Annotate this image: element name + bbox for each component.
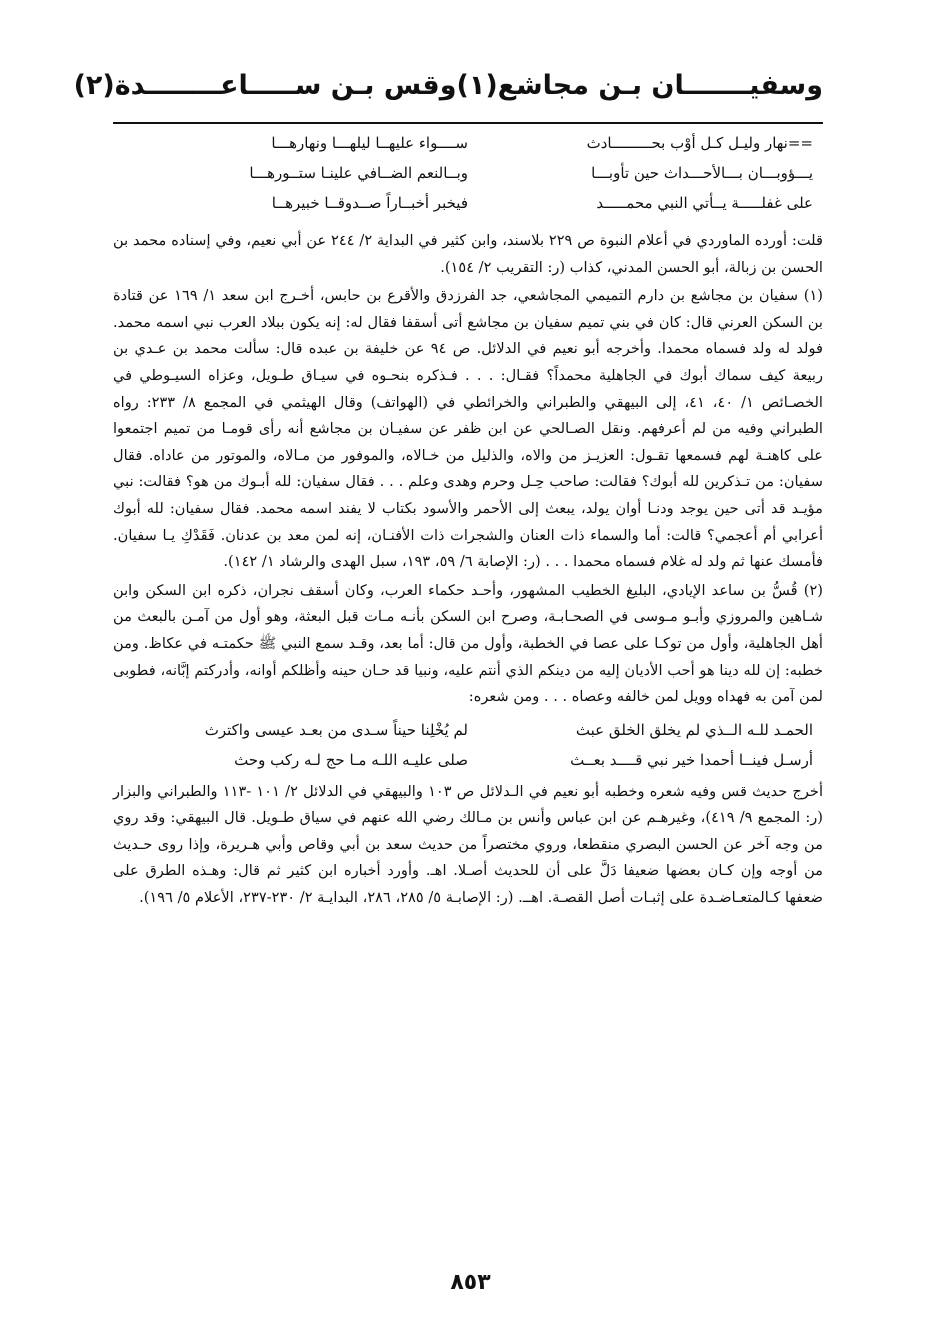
verse-hemistich-right: على غفلـــــة يــأتي النبي محمـــــد [596, 194, 813, 212]
footnote-1-sufyan: (١) سفيان بن مجاشع بن دارم التميمي المجاشعي، جد الفرزدق والأقرع بن حابس، أخـرج ابن سعد ١/ ١٦٩ عن قتادة بن السكن العرني قال: كان في بني تميم سفيان بن مجاشع أتى أسقفا فقال له: إنه يكون ببلاد العرب نبي اسمه محمد. فولد له ولد فسماه محمدا. وأخرجه أبو نعيم في الدلائل. ص ٩٤ عن خليفة بن عبده قال: سألت محمد بن عـدي بن ربيعة كيف سماك أبوك في الجاهلية محمداً؟ فقـال: . . . فـذكره بنحـوه في سيـاق طـويل، وعزاه السيـوطي في الخصـائص ١/ ٤٠، ٤١، إلى البيهقي والطبراني والخرائطي في (الهواتف) وقال الهيثمي في المجمع ٨/ ٢٣٣: رواه الطبراني وفيه من لم أعرفهم. ونقل الصـالحي عن ابن ظفر عن سفيـان بن مجاشع أنه رأى قومـا من تميم اجتمعوا على كاهنـة لهم فسمعها تقـول: العزيـز من والاه، والذليل من خـالاه، والموفور من مـالاه، والموتور من عاداه. فقال سفيان: من تـذكرين لله أبوك؟ فقالت: صاحب حِـل وحرم وهدى وعلم . . . فقال سفيان: لله أبـوك من هو؟ فقالت: نبي مؤيـد قد أتى حين يوجد ودنـا أوان يولد، يبعث إلى الأحمر والأسود بكتاب لا يفند اسمه محمد. فقال سفيان: لله أبوك أعرابي أم أعجمي؟ قالت: أما والسماء ذات العنان والشجرات ذات الأفنـان، إنه لمن معد بن عدنان. فَقَدْكِ يـا سفيان. فأمسك عنها ثم ولد له غلام فسماه محمدا . . . (ر: الإصابة ٦/ ٥٩، ١٩٣، سبل الهدى والرشاد ١/ ١٤٢). [113, 287, 823, 571]
verse-block-quss [113, 715, 823, 775]
verse-hemistich-left: فيخبر أخبــاراً صــدوقــا خبيرهــا [271, 194, 468, 212]
verse-hemistich-right: الحمـد للـه الــذي لم يخلق الخلق عبث [575, 720, 813, 739]
running-header: وسفيـــــــان بـن مجاشع(١)وقس بـن ســـــاعــــــــدة(٢) [73, 70, 823, 101]
verse-hemistich-right: ==نهار وليـل كـل أوْب بحـــــــــادث [586, 134, 813, 152]
page-number: ٨٥٣ [450, 1270, 491, 1295]
verse-hemistich-left: لم يُخْلِنا حيناً سـدى من بعـد عيسى واكترث [204, 720, 468, 739]
verse-row [113, 158, 823, 188]
verse-row [113, 745, 823, 775]
verse-hemistich-left: وبــالنعم الضــافي علينـا ستــورهـــا [249, 164, 468, 182]
verse-row [113, 128, 823, 158]
verse-hemistich-left: ســــواء عليهــا ليلهـــا ونهارهـــا [271, 134, 468, 152]
verse-row [113, 715, 823, 745]
footnote-2-takhrij: أخرج حديث قس وفيه شعره وخطبه أبو نعيم في الـدلائل ص ١٠٣ والبيهقي في الدلائل ٢/ ١٠١ -١١٣ والطبراني والبزار (ر: المجمع ٩/ ٤١٩)، وغيرهـم عن ابن عباس وأنس بن مـالك رضي الله عنهم في سياق طـويل. قال البيهقي: وقد روي من وجه آخر عن الحسن البصري منقطعا، وروي مختصراً من حديث سعد بن أبي وقاص وأبي هـريرة، وإذا روى حـديث من أوجه وإن كـان بعضها ضعيفا دَلَّ على أن للحديث أصـلا. اهـ. وأورد أخباره ابن كثير ثم قال: وهـذه الطرق على ضعفها كـالمتعـاضـدة على إثبـات أصل القصـة. اهــ. (ر: الإصابـة ٥/ ٢٨٥، ٢٨٦، البدايـة ٢/ ٢٣٠-٢٣٧، الأعلام ٥/ ١٩٦). [113, 782, 823, 907]
verse-block-top [113, 128, 823, 218]
note-paragraph-qult: قلت: أورده الماوردي في أعلام النبوة ص ٢٢٩ بلاسند، وابن كثير في البداية ٢/ ٢٤٤ عن أبي نعيم، وفي إسناده محمد بن الحسن بن زبالة، أبو الحسن المدني، كذاب (ر: التقريب ٢/ ١٥٤). [113, 232, 823, 276]
header-rule [113, 122, 823, 124]
verse-hemistich-right: أرسـل فينــا أحمدا خير نبي قــــد بعــث [570, 750, 813, 769]
footnote-2-quss: (٢) قُسُّ بن ساعد الإيادي، البليغ الخطيب المشهور، وأحـد حكماء العرب، وكان أسقف نجران، ذكره ابن السكن وابن شـاهين والمروزي وأبـو مـوسى في الصحـابـة، وصرح ابن السكن بأنـه مـات قبل البعثة، وهو أول من آمـن بالبعث من أهل الجاهلية، وأول من توكـا على عصا في الخطبة، وأول من قال: أما بعد، وقـد سمع النبي ﷺ حكمتـه في عكاظ. ومن خطبه: إن لله دينا هو أحب الأديان إليه من دينكم الذي أنتم عليه، ونبيا قد حـان حينه وأظلكم أوانه، وأدركتم إبَّانه، فطوبى لمن آمن به فهداه وويل لمن خالفه وعصاه . . . ومن شعره: [113, 581, 823, 706]
footnotes [113, 228, 823, 914]
verse-hemistich-right: يـــؤوبـــان بـــالأحـــداث حين تأوبـــا [591, 164, 813, 182]
verse-row [113, 188, 823, 218]
verse-hemistich-left: صلى عليـه اللـه مـا حج لـه ركب وحث [234, 750, 468, 769]
